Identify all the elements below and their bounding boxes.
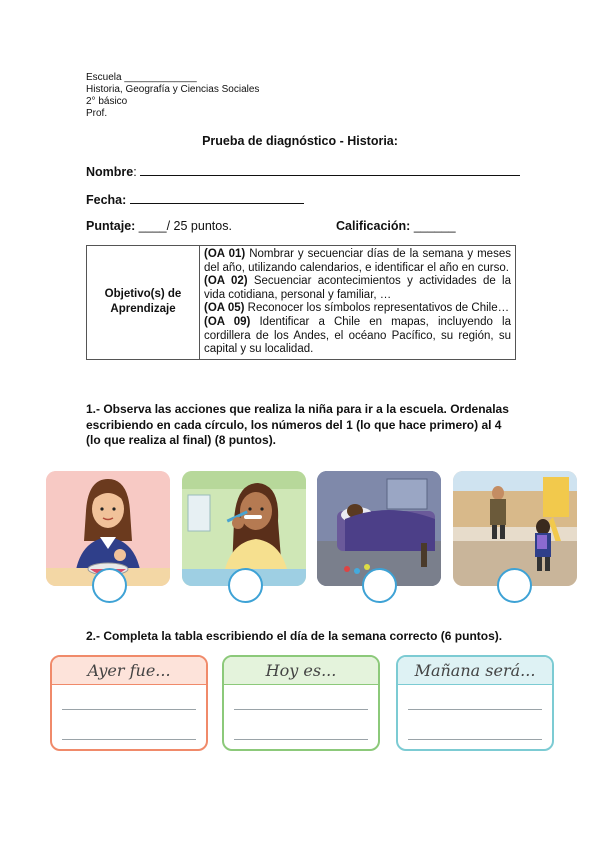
answer-line[interactable] (62, 709, 196, 710)
objectives-table (86, 245, 516, 360)
puntaje-row (86, 219, 232, 233)
answer-line[interactable] (234, 739, 368, 740)
objective-code: (OA 05) (204, 302, 245, 315)
card-yesterday-title: Ayer fue... (52, 657, 206, 685)
school-line: Escuela _____________ (86, 72, 197, 83)
objective-code: (OA 09) (204, 315, 251, 328)
subject-line: Historia, Geografía y Ciencias Sociales (86, 84, 260, 95)
answer-line[interactable] (234, 709, 368, 710)
objective-text: Secuenciar acontecimientos y actividades de la vida cotidiana, personal y familiar, … (204, 275, 511, 301)
teacher-line: Prof. (86, 108, 108, 119)
nombre-label: Nombre (86, 165, 134, 179)
card-yesterday (50, 655, 208, 751)
card-today (222, 655, 380, 751)
answer-line[interactable] (408, 739, 542, 740)
objectives-label-line2: Aprendizaje (110, 303, 176, 316)
fecha-blank[interactable] (130, 191, 304, 204)
objectives-label-line1: Objetivo(s) de (104, 288, 182, 301)
fecha-row (86, 191, 304, 207)
objective-item (204, 275, 511, 302)
objective-item (204, 316, 511, 357)
order-circle-4[interactable] (497, 568, 532, 603)
puntaje-label: Puntaje: (86, 219, 136, 233)
nombre-row: Nombre: (86, 163, 520, 179)
objective-text: Identificar a Chile en mapas, incluyendo la cordillera de los Andes, el océano Pacífico, su región, su capital y su localidad. (204, 315, 511, 356)
nombre-blank[interactable] (140, 163, 520, 176)
card-tomorrow (396, 655, 554, 751)
answer-line[interactable] (408, 709, 542, 710)
page-title: Prueba de diagnóstico - Historia: (202, 134, 398, 148)
objective-code: (OA 02) (204, 275, 248, 288)
order-circle-2[interactable] (228, 568, 263, 603)
calificacion-row (336, 219, 456, 233)
objective-text: Nombrar y secuenciar días de la semana y meses del año, utilizando calendarios, e identificar el año en curso. (204, 248, 511, 274)
calificacion-value: ______ (413, 219, 456, 233)
fecha-label: Fecha: (86, 193, 127, 207)
objective-item (204, 248, 511, 275)
card-tomorrow-title: Mañana será... (398, 657, 552, 685)
calificacion-label: Calificación: (336, 219, 411, 233)
objective-item (204, 302, 511, 316)
objective-code: (OA 01) (204, 248, 246, 260)
order-circle-1[interactable] (92, 568, 127, 603)
objective-text: Reconocer los símbolos representativos de Chile… (244, 302, 510, 315)
answer-line[interactable] (62, 739, 196, 740)
objectives-label (87, 246, 200, 360)
question-1: 1.- Observa las acciones que realiza la niña para ir a la escuela. Ordenalas escribiendo en cada círculo, los números del 1 (lo que hace primero) al 4 (lo que realiza al final) (8 puntos). (86, 402, 509, 447)
school-header (86, 72, 259, 120)
grade-line: 2° básico (86, 96, 128, 107)
objectives-list (200, 246, 516, 360)
order-circle-3[interactable] (362, 568, 397, 603)
card-today-title: Hoy es... (224, 657, 378, 685)
question-2: 2.- Completa la tabla escribiendo el día de la semana correcto (6 puntos). (86, 629, 503, 643)
puntaje-value: ____/ 25 puntos. (138, 219, 232, 233)
